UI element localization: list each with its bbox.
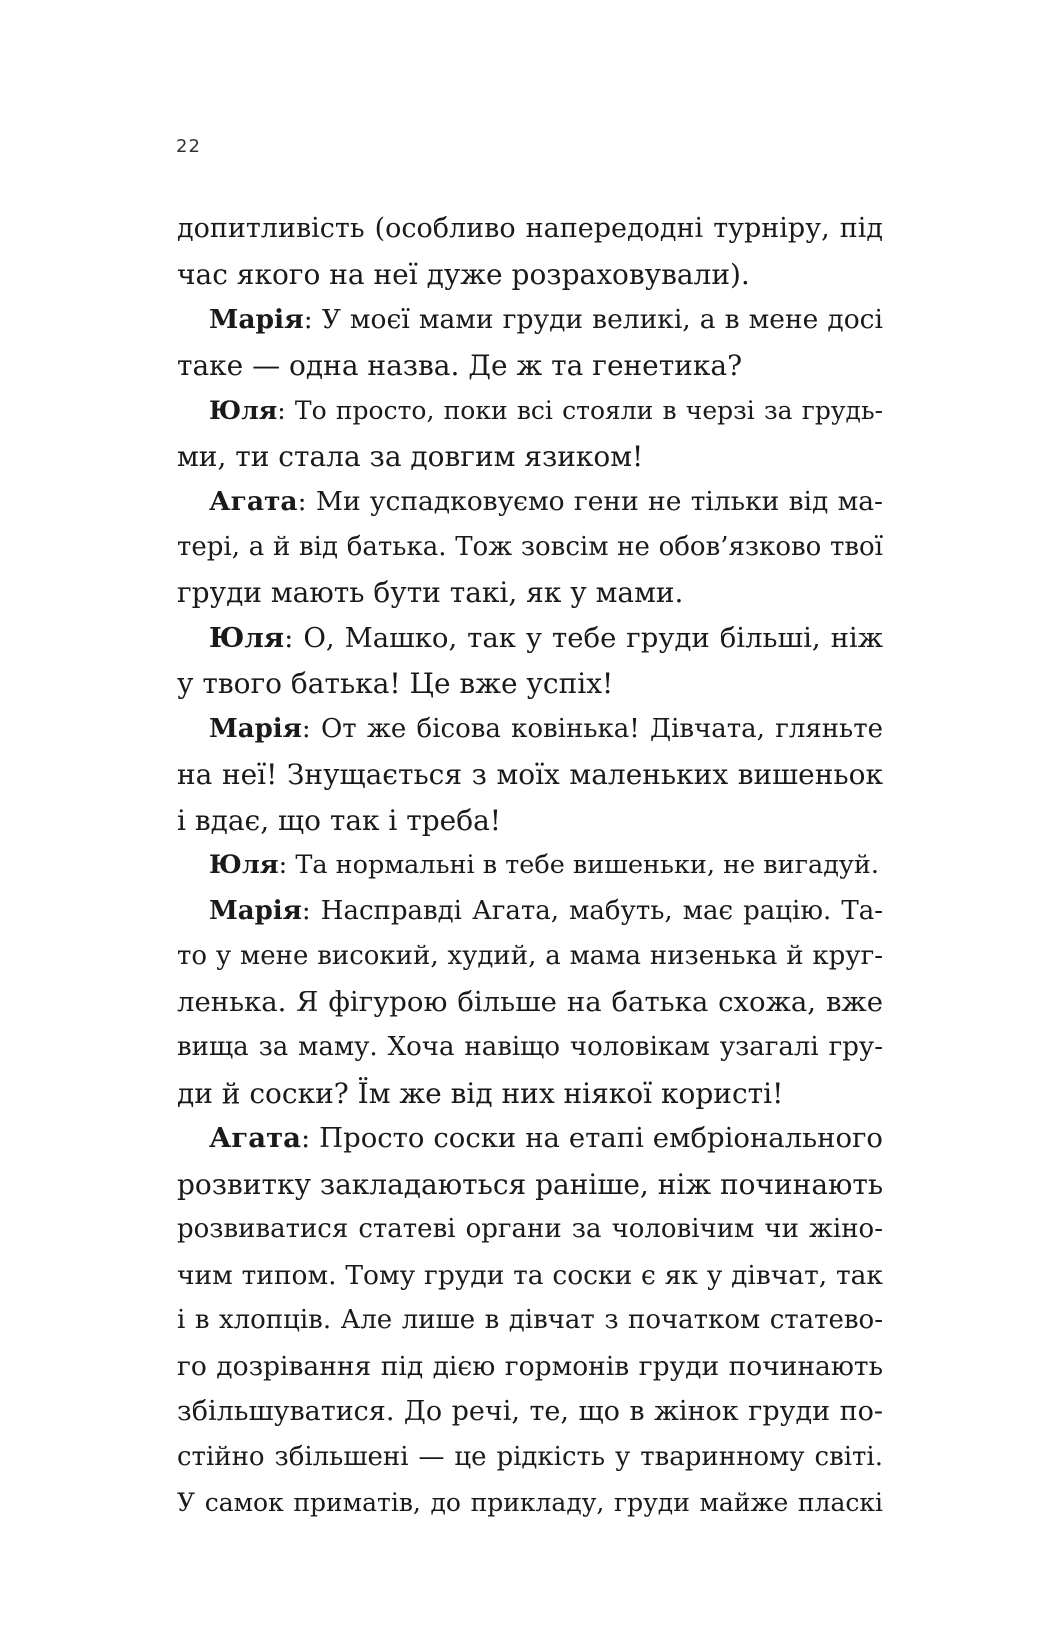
line-text: груди мають бути такі, як у мами. xyxy=(177,576,684,609)
line-text: тері, а й від батька. Тож зовсім не обов’язково твої xyxy=(177,531,883,562)
speaker-name: Агата xyxy=(209,486,298,517)
line-text: : То просто, поки всі стояли в черзі за грудь- xyxy=(277,396,883,425)
line-text: час якого на неї дуже розраховували). xyxy=(177,257,750,291)
text-line xyxy=(177,1298,883,1344)
line-text: : От же бісова ковінька! Дівчата, гляньте xyxy=(301,713,883,744)
line-text: стійно збільшені — це рідкість у тваринному світі. xyxy=(177,1441,883,1472)
text-line xyxy=(177,1116,883,1162)
text-line xyxy=(177,980,883,1026)
text-line xyxy=(177,252,883,298)
speaker-name: Агата xyxy=(209,1122,301,1154)
text-line xyxy=(177,479,883,525)
line-text: то у мене високий, худий, а мама низенька й круг- xyxy=(177,941,883,971)
text-line xyxy=(177,1207,883,1253)
text-line xyxy=(177,707,883,753)
text-line xyxy=(177,934,883,980)
text-line xyxy=(177,1253,883,1299)
line-text: розвитку закладаються раніше, ніж починають xyxy=(177,1167,883,1201)
line-text: вища за маму. Хоча навіщо чоловікам узагалі гру- xyxy=(177,1032,883,1062)
text-line xyxy=(177,889,883,935)
body-text xyxy=(177,206,883,1526)
line-text: на неї! Знущається з моїх маленьких вишеньок xyxy=(177,758,883,791)
line-text: : Ми успадковуємо гени не тільки від ма- xyxy=(297,486,883,517)
text-line xyxy=(177,1344,883,1390)
line-text: таке — одна назва. Де ж та генетика? xyxy=(177,348,743,382)
text-line xyxy=(177,1480,883,1526)
line-text: : Та нормальні в тебе вишеньки, не вигадуй. xyxy=(278,850,879,880)
speaker-name: Юля xyxy=(209,621,285,654)
text-line xyxy=(177,1025,883,1071)
text-line xyxy=(177,1435,883,1481)
text-line xyxy=(177,434,883,480)
speaker-name: Марія xyxy=(209,304,304,335)
line-text: : Насправді Агата, мабуть, має рацію. Та- xyxy=(301,895,883,926)
text-line xyxy=(177,616,883,662)
text-line xyxy=(177,1071,883,1117)
text-line xyxy=(177,297,883,343)
line-text: допитливість (особливо напередодні турніру, під xyxy=(177,213,883,244)
line-text: розвиватися статеві органи за чоловічим чи жіно- xyxy=(177,1214,883,1244)
line-text: збільшуватися. До речі, те, що в жінок груди по- xyxy=(177,1396,883,1427)
text-line xyxy=(177,1162,883,1208)
line-text: У самок приматів, до прикладу, груди майже пласкі xyxy=(177,1488,883,1517)
text-line xyxy=(177,206,883,252)
text-line xyxy=(177,388,883,434)
page-number: 22 xyxy=(176,136,201,157)
text-line xyxy=(177,798,883,844)
line-text: : О, Машко, так у тебе груди більші, ніж xyxy=(284,621,883,654)
line-text: і в хлопців. Але лише в дівчат з початком статево- xyxy=(177,1305,883,1335)
line-text: : Просто соски на етапі ембріонального xyxy=(300,1122,883,1154)
text-line xyxy=(177,752,883,798)
speaker-name: Марія xyxy=(209,895,302,926)
line-text: : У моєї мами груди великі, а в мене досі xyxy=(303,304,883,335)
text-line xyxy=(177,570,883,616)
speaker-name: Марія xyxy=(209,713,302,744)
line-text: чим типом. Тому груди та соски є як у дівчат, так xyxy=(177,1259,883,1291)
text-line xyxy=(177,661,883,707)
text-line xyxy=(177,525,883,571)
line-text: у твого батька! Це вже успіх! xyxy=(177,667,614,700)
speaker-name: Юля xyxy=(209,850,279,880)
text-line xyxy=(177,843,883,889)
line-text: ди й соски? Їм же від них ніякої користі! xyxy=(177,1076,784,1110)
line-text: і вдає, що так і треба! xyxy=(177,803,502,837)
line-text: ленька. Я фігурою більше на батька схожа, вже xyxy=(177,985,883,1018)
line-text: го дозрівання під дією гормонів груди починають xyxy=(177,1350,883,1382)
line-text: ми, ти стала за довгим язиком! xyxy=(177,439,644,473)
text-line xyxy=(177,1389,883,1435)
speaker-name: Юля xyxy=(209,396,278,425)
text-line xyxy=(177,343,883,389)
